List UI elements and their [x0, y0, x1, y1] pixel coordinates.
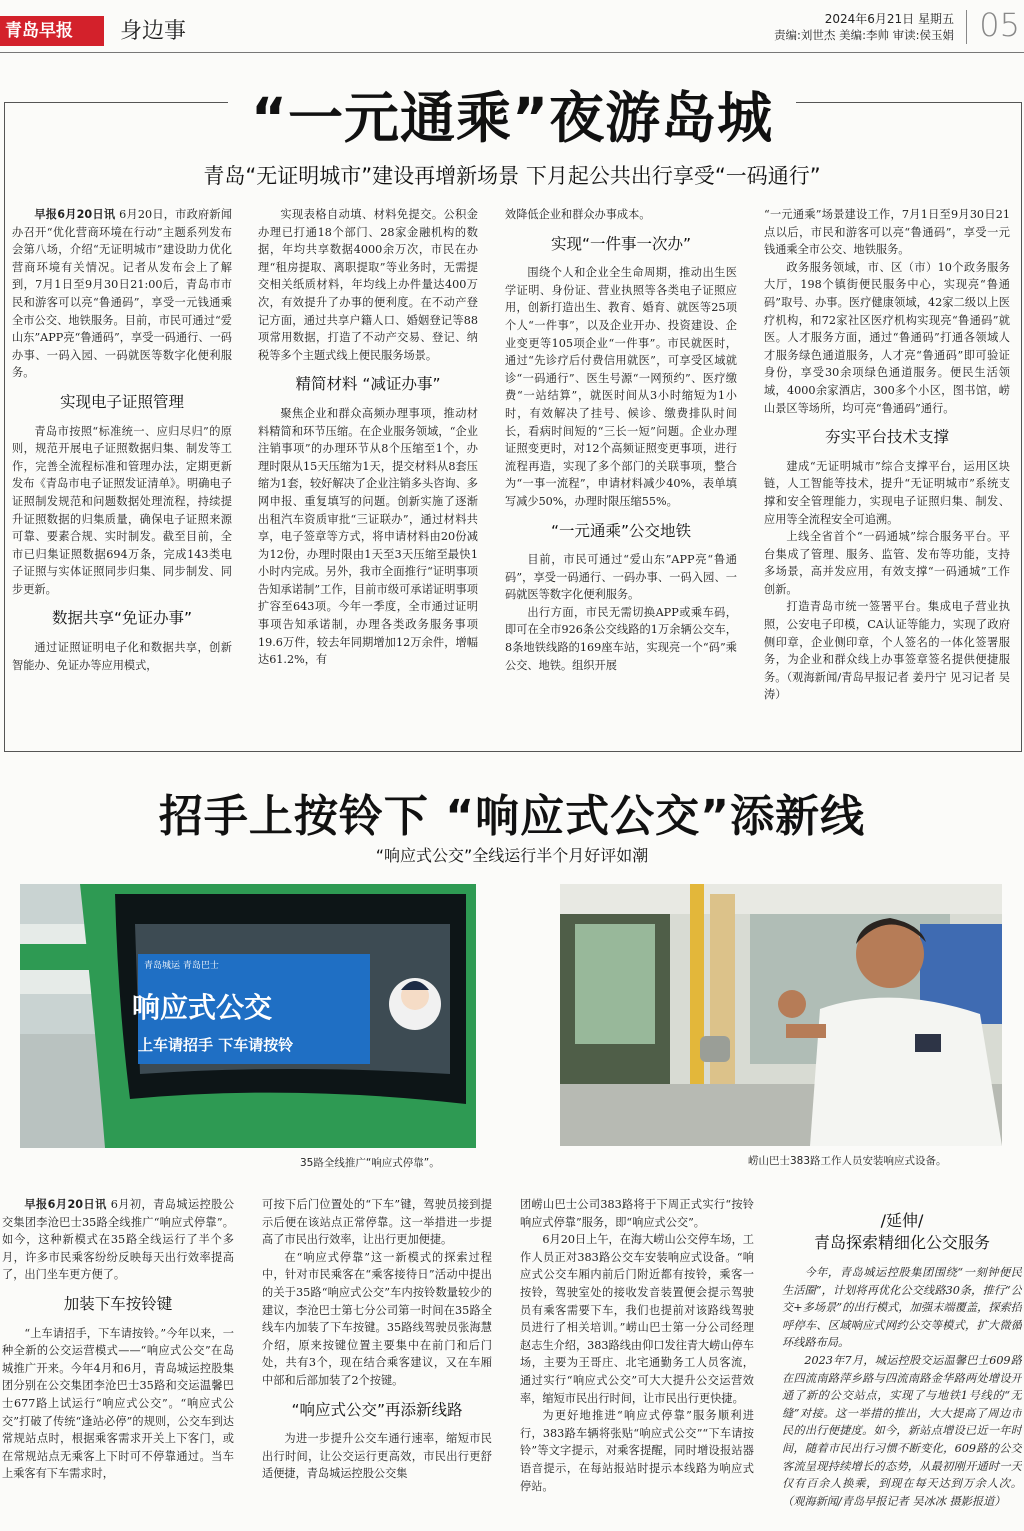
paragraph: 打造青岛市统一签署平台。集成电子营业执照，公安电子印模，CA认证等能力，实现了政府侧印章，企业侧印章，个人签名的一体化签署服务，为企业和群众线上办事签章签名提供便捷服务。（观海新闻/青岛早报记者 姜丹宁 见习记者 吴涛） — [764, 600, 1010, 702]
paragraph: 为更好地推进“响应式停靠”服务顺利进行，383路车辆将张贴“响应式公交”“下车请按铃”等文字提示，对乘客提醒，同时增设报站器语音提示，在每站报站时提示本线路为响应式停站。 — [520, 1409, 754, 1493]
story-1-column-4 — [764, 206, 1010, 744]
editor-credits: 责编:刘世杰 美编:李帅 审读:侯玉娟 — [774, 28, 954, 42]
story-1-column-1 — [12, 206, 232, 744]
paragraph: 聚焦企业和群众高频办理事项，推动材料精简和环节压缩。在企业服务领域，“企业注销事项”的办理环节从8个压缩至1个，办理时限从15天压缩为1天，提交材料从8套压缩为1套，较好解决了企业注销多头咨询、多网申报、重复填写的问题。创新实施了逐渐出租汽车资质审批“三证联办”，通过材料共享，电子签章等方式，将申请材料由20份减为12份，办理时限由1天至3天压缩至最快1小时内完成。另外，我市全面推行“证明事项告知承诺制”工作，目前市级可承诺证明事项扩容至643项。今年一季度，全市通过证明事项告知承诺制，办理各类政务服务事项19.6万件，较去年同期增加12万余件，增幅达61.2%，有 — [258, 406, 478, 667]
paragraph: 出行方面，市民无需切换APP或乘车码，即可在全市926条公交线路的1万余辆公交车，8条地铁线路的169座车站，实现亮一个“码”乘公交、地铁。组织开展 — [505, 605, 737, 672]
story-1-headline: “一元通乘”夜游岛城 — [228, 80, 796, 156]
paragraph: 6月20日上午，在海大崂山公交停车场，工作人员正对383路公交车安装响应式设备。“响应式公交车厢内前后门附近都有按铃，乘客一按铃，驾驶室处的接收发音装置便会提示驾驶员有乘客需要下车，我们也提前对该路线驾驶员进行了相关培训。”崂山巴士第一分公司经理赵志生介绍，383路线由仰口发往青大崂山停车场，主要为王哥庄、北宅通勤务工人员客流，通过实行“响应式公交”可大大提升公交运营效率，缩短市民出行时间，让市民出行更快捷。 — [520, 1233, 754, 1405]
story-2-column-1 — [2, 1196, 234, 1528]
story-1-column-3 — [505, 206, 737, 744]
paragraph: 可按下后门位置处的“下车”键，驾驶员接到提示后便在该站点正常停靠。这一举措进一步提高了市民出行效率，让出行更加便捷。 — [262, 1198, 492, 1247]
paragraph: 在“响应式停靠”这一新模式的探索过程中，针对市民乘客在“乘客接待日”活动中提出的关于35路“响应式公交”车内按铃数量较少的建议，李沧巴士第七分公司第一时间在35路全线车内加装了下车按键。35路线驾驶员张海慧介绍，原来按键位置主要集中在前门和后门处，共有3个，现在结合乘客建议，又在车厢中部和后部加装了2个按键。 — [262, 1250, 492, 1387]
photo-1-caption: 35路全线推广“响应式停靠”。 — [300, 1157, 440, 1169]
paragraph: 2023年7月，城运控股交运温馨巴士609路在四流南路萍乡路与四流南路金华路两处增设开通了新的公交站点，实现了与地铁1号线的“无缝”对接。这一举措的推出，大大提高了周边市民的出行便捷度。如今，新站点增设已近一年时间，随着市民出行习惯不断变化，609路的公交客流呈现持续增长的态势，从最初刚开通时一天仅有百余人换乘，到现在每天达到万余人次。（观海新闻/青岛早报记者 吴冰冰 摄影报道） — [782, 1353, 1022, 1508]
story-1-column-2 — [258, 206, 478, 744]
subheading: 实现“一件事一次办” — [550, 234, 692, 253]
story-2-headline: 招手上按铃下 “响应式公交”添新线 — [158, 791, 866, 842]
issue-date: 2024年6月21日 星期五 — [824, 12, 954, 26]
sign-slogan: 上车请招手 下车请按铃 — [138, 1036, 294, 1054]
photo-2-caption: 崂山巴士383路工作人员安装响应式设备。 — [748, 1155, 947, 1167]
paragraph: 为进一步提升公交车通行速率，缩短市民出行时间，让公交运行更高效，市民出行更舒适便捷，青岛城运控股公交集 — [262, 1432, 492, 1481]
subheading: 加装下车按铃键 — [63, 1294, 173, 1313]
masthead-rule — [0, 52, 1024, 53]
paragraph: 通过证照证明电子化和数据共享，创新智能办、免证办等应用模式， — [12, 641, 232, 672]
story-2-subheadline: “响应式公交”全线运行半个月好评如潮 — [375, 846, 649, 865]
story-2-column-4 — [782, 1210, 1022, 1528]
subheading: “响应式公交”再添新线路 — [291, 1400, 463, 1419]
dateline: 早报6月20日讯 — [34, 208, 116, 221]
paragraph: 建成“无证明城市”综合支撑平台，运用区块链，人工智能等技术，提升“无证明城市”系统支撑和安全管理能力，实现电子证照归集、制发、应用等全流程安全可追溯。 — [764, 459, 1010, 526]
paragraph: 团崂山巴士公司383路将于下周正式实行“按铃响应式停靠”服务，即“响应式公交”。 — [520, 1198, 754, 1229]
paragraph: 效降低企业和群众办事成本。 — [505, 208, 651, 221]
paragraph: 围绕个人和企业全生命周期，推动出生医学证明、身份证、营业执照等各类电子证照应用，创新打造出生、教育、婚育、就医等25项个人“一件事”，以及企业开办、投资建设、企业变更等105项企业“一件事”。市民就医时，通过“先诊疗后付费信用就医”，可享受区域就诊“一码通行”、医生号源“一网预约”、医疗缴费“一站结算”，就医时间从3小时缩短为1小时，有效解决了挂号、候诊、缴费排队时间长，看病时间短的“三长一短”问题。企业办理证照变更时，对12个高频证照变更事项，进行流程再造，实现了多个部门的关联事项，整合为“一事一流程”，申请材料减少40%，表单填写减少50%，办理时限压缩55%。 — [505, 266, 737, 508]
sidebar-tag: /延伸/ — [880, 1211, 924, 1230]
page-number-divider — [966, 10, 967, 44]
sign-title: 响应式公交 — [132, 991, 273, 1024]
paragraph: 6月初，青岛城运控股公交集团李沧巴士35路全线推广“响应式停靠”。如今，这种新模式在35路全线运行了半个多月，许多市民乘客纷纷反映每天出行效率提高了，出门坐车更方便了。 — [2, 1198, 234, 1282]
paragraph: 6月20日，市政府新闻办召开“优化营商环境在行动”主题系列发布会第八场，介绍“无证明城市”建设助力优化营商环境有关情况。记者从发布会上了解到，7月1日至9月30日21:00后，青岛市市民和游客可以亮“鲁通码”，享受一元钱通乘全市公交、地铁服务。目前，市民可通过“爱山东”APP亮“鲁通码”，享受一码通行、一码办事、一码入园、一码就医等数字化便利服务。 — [12, 208, 232, 380]
story-2-column-2 — [262, 1196, 492, 1528]
bus-sign-photo — [20, 884, 476, 1148]
paragraph: 实现表格自动填、材料免提交。公积金办理已打通18个部门、28家金融机构的数据，年均共享数据4000余万次，市民在办理“租房提取、离职提取”等业务时，无需提交相关纸质材料，年均线上办件量达400万次，有效提升了办事的便利度。在不动产登记方面，通过共享户籍人口、婚姻登记等88项常用数据，打造了不动产交易、登记、纳税等多个主题式线上便民服务场景。 — [258, 208, 478, 362]
subheading: “一元通乘”公交地铁 — [550, 521, 692, 540]
paragraph: 上线全省首个“一码通城”综合服务平台。平台集成了管理、服务、监管、发布等功能，支持多场景，高并发应用，有效支撑“一码通城”工作创新。 — [764, 530, 1010, 596]
sidebar-title: 青岛探索精细化公交服务 — [813, 1233, 990, 1252]
newspaper-logo: 青岛早报 — [0, 16, 104, 46]
paragraph: “一元通乘”场景建设工作，7月1日至9月30日21点以后，市民和游客可以亮“鲁通码”，享受一元钱通乘全市公交、地铁服务。 — [764, 208, 1010, 257]
subheading: 数据共享“免证办事” — [51, 609, 193, 628]
subheading: 实现电子证照管理 — [59, 392, 184, 411]
paragraph: 目前，市民可通过“爱山东”APP亮“鲁通码”，享受一码通行、一码办事、一码入园、一码就医等数字化便利服务。 — [505, 553, 737, 602]
paragraph: 青岛市按照“标准统一、应归尽归”的原则，规范开展电子证照数据归集、制发等工作，完善全流程标准和管理办法，定期更新发布《青岛市电子证照发证清单》。明确电子证照制发规范和问题数据处理流程，持续提升证照数据的归集质量，确保电子证照来源可靠、要素合规、实时制发。截至目前，全市已归集证照数据694万条，完成143类电子证照与实体证照同步归集、同步制发、同步更新。 — [12, 424, 232, 596]
subheading: 精简材料 “减证办事” — [295, 375, 441, 394]
story-2-column-3 — [520, 1196, 754, 1528]
sign-brand: 青岛城运 青岛巴士 — [144, 961, 219, 971]
dateline: 早报6月20日讯 — [24, 1198, 107, 1211]
paragraph: 政务服务领域，市、区（市）10个政务服务大厅，198个镇街便民服务中心，实现亮“鲁通码”取号、办事。医疗健康领域，42家二级以上医疗机构，和72家社区医疗机构实现亮“鲁通码”就医。人才服务方面，通过“鲁通码”打通各领域人才服务绿色通道服务，人才亮“鲁通码”即可验证身份，享受30余项绿色通道服务。便民生活领域，4000余家酒店，300多个小区，图书馆，崂山景区等场所，均可亮“鲁通码”通行。 — [764, 260, 1010, 415]
paragraph: “上车请招手，下车请按铃。”今年以来，一种全新的公交运营模式——“响应式公交”在岛城推广开来。今年4月和6月，青岛城运控股集团分别在公交集团李沧巴士35路和交运温馨巴士677路上试运行“响应式公交”。“响应式公交”打破了传统“逢站必停”的规则，公交车到达常规站点时，根据乘客需求开关上下客门，或在常规站点无乘客上下时可不停靠通过。当车上乘客有下车需求时， — [2, 1326, 234, 1481]
worker-illustration — [560, 884, 1002, 1146]
story-1-subheadline: 青岛“无证明城市”建设再增新场景 下月起公共出行享受“一码通行” — [203, 164, 821, 188]
subheading: 夯实平台技术支撑 — [824, 428, 949, 447]
page-number: 05 — [979, 6, 1020, 44]
worker-installing-photo — [560, 884, 1002, 1146]
section-name: 身边事 — [120, 19, 187, 44]
paragraph: 今年，青岛城运控股集团围绕“一刻钟便民生活圈”，计划将再优化公交线路30条，推行“公交+多场景”的出行模式，加强末端覆盖，探索招呼停车、区域响应式网约公交等模式，扩大微循环线路布局。 — [782, 1266, 1022, 1350]
masthead — [0, 0, 1024, 56]
